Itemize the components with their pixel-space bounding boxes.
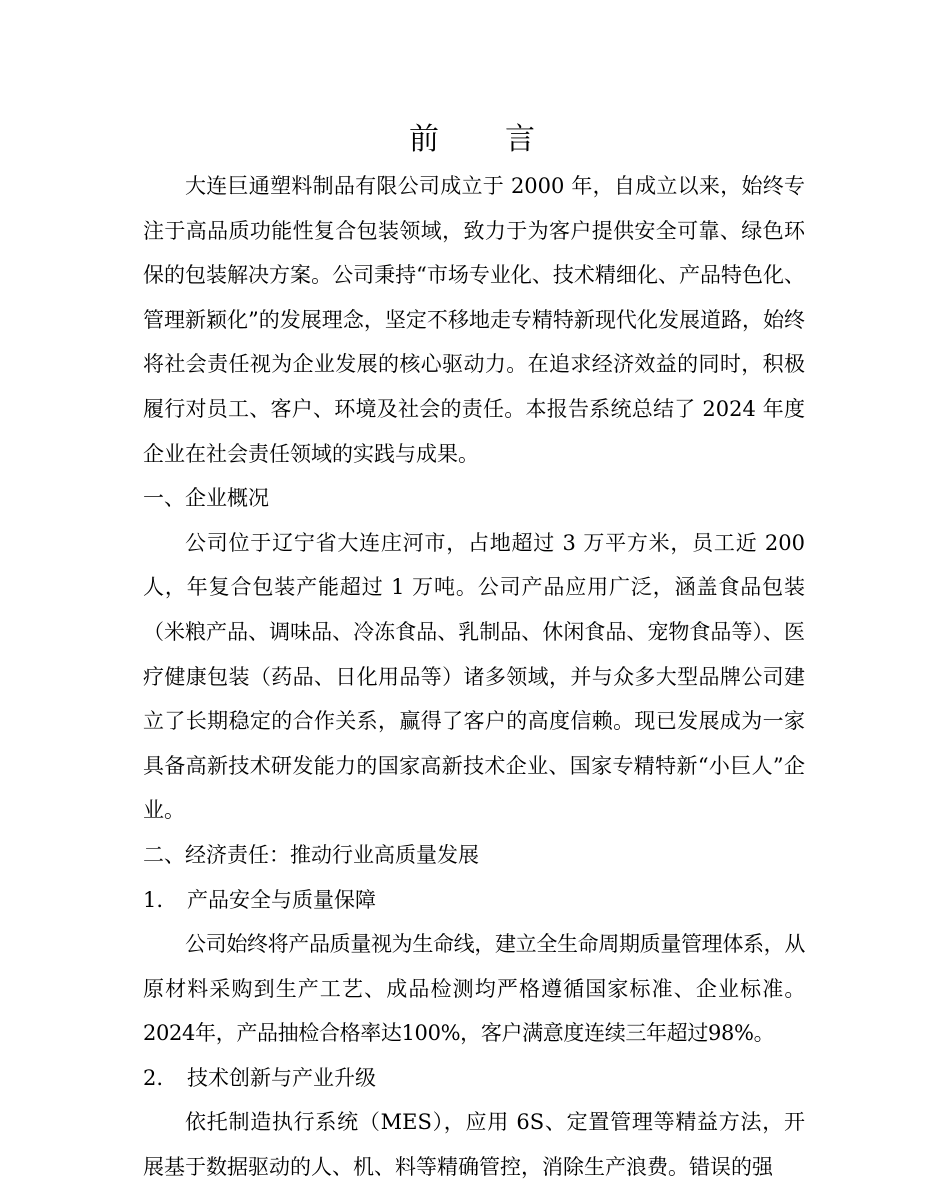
- subsection-number: 2.: [143, 1065, 164, 1090]
- title-char-2: 言: [505, 122, 535, 157]
- page-title: [0, 118, 944, 162]
- subsection-title: 技术创新与产业升级: [187, 1065, 376, 1090]
- quality-paragraph: 公司始终将产品质量视为生命线，建立全生命周期质量管理体系，从原材料采购到生产工艺、成品检测均严格遵循国家标准、企业标准。2024年，产品抽检合格率达100%，客户满意度连续三年超过98%。: [143, 932, 805, 1046]
- subsection-heading-quality: [143, 878, 805, 923]
- subsection-title: 产品安全与质量保障: [187, 887, 376, 912]
- innovation-paragraph: 依托制造执行系统（MES），应用 6S、定置管理等精益方法，开展基于数据驱动的人、机、料等精确管控，消除生产浪费。错误的强: [143, 1110, 805, 1180]
- document-body: [143, 164, 805, 1190]
- subsection-heading-innovation: [143, 1056, 805, 1101]
- section-heading-economic: 二、经济责任：推动行业高质量发展: [143, 842, 479, 867]
- overview-paragraph: 公司位于辽宁省大连庄河市，占地超过 3 万平方米，员工近 200 人，年复合包装产能超过 1 万吨。公司产品应用广泛，涵盖食品包装（米粮产品、调味品、冷冻食品、乳制品、休闲食品、宠物食品等）、医疗健康包装（药品、日化用品等）诸多领域，并与众多大型品牌公司建立了长期稳定的合作关系，赢得了客户的高度信赖。现已发展成为一家具备高新技术研发能力的国家高新技术企业、国家专精特新“小巨人”企业。: [143, 530, 805, 823]
- subsection-number: 1.: [143, 887, 164, 912]
- title-char-1: 前: [409, 122, 439, 157]
- preface-paragraph: 大连巨通塑料制品有限公司成立于 2000 年，自成立以来，始终专注于高品质功能性复合包装领域，致力于为客户提供安全可靠、绿色环保的包装解决方案。公司秉持“市场专业化、技术精细化、产品特色化、管理新颖化”的发展理念，坚定不移地走专精特新现代化发展道路，始终将社会责任视为企业发展的核心驱动力。在追求经济效益的同时，积极履行对员工、客户、环境及社会的责任。本报告系统总结了 2024 年度企业在社会责任领域的实践与成果。: [143, 174, 805, 466]
- section-heading-overview: 一、企业概况: [143, 486, 269, 511]
